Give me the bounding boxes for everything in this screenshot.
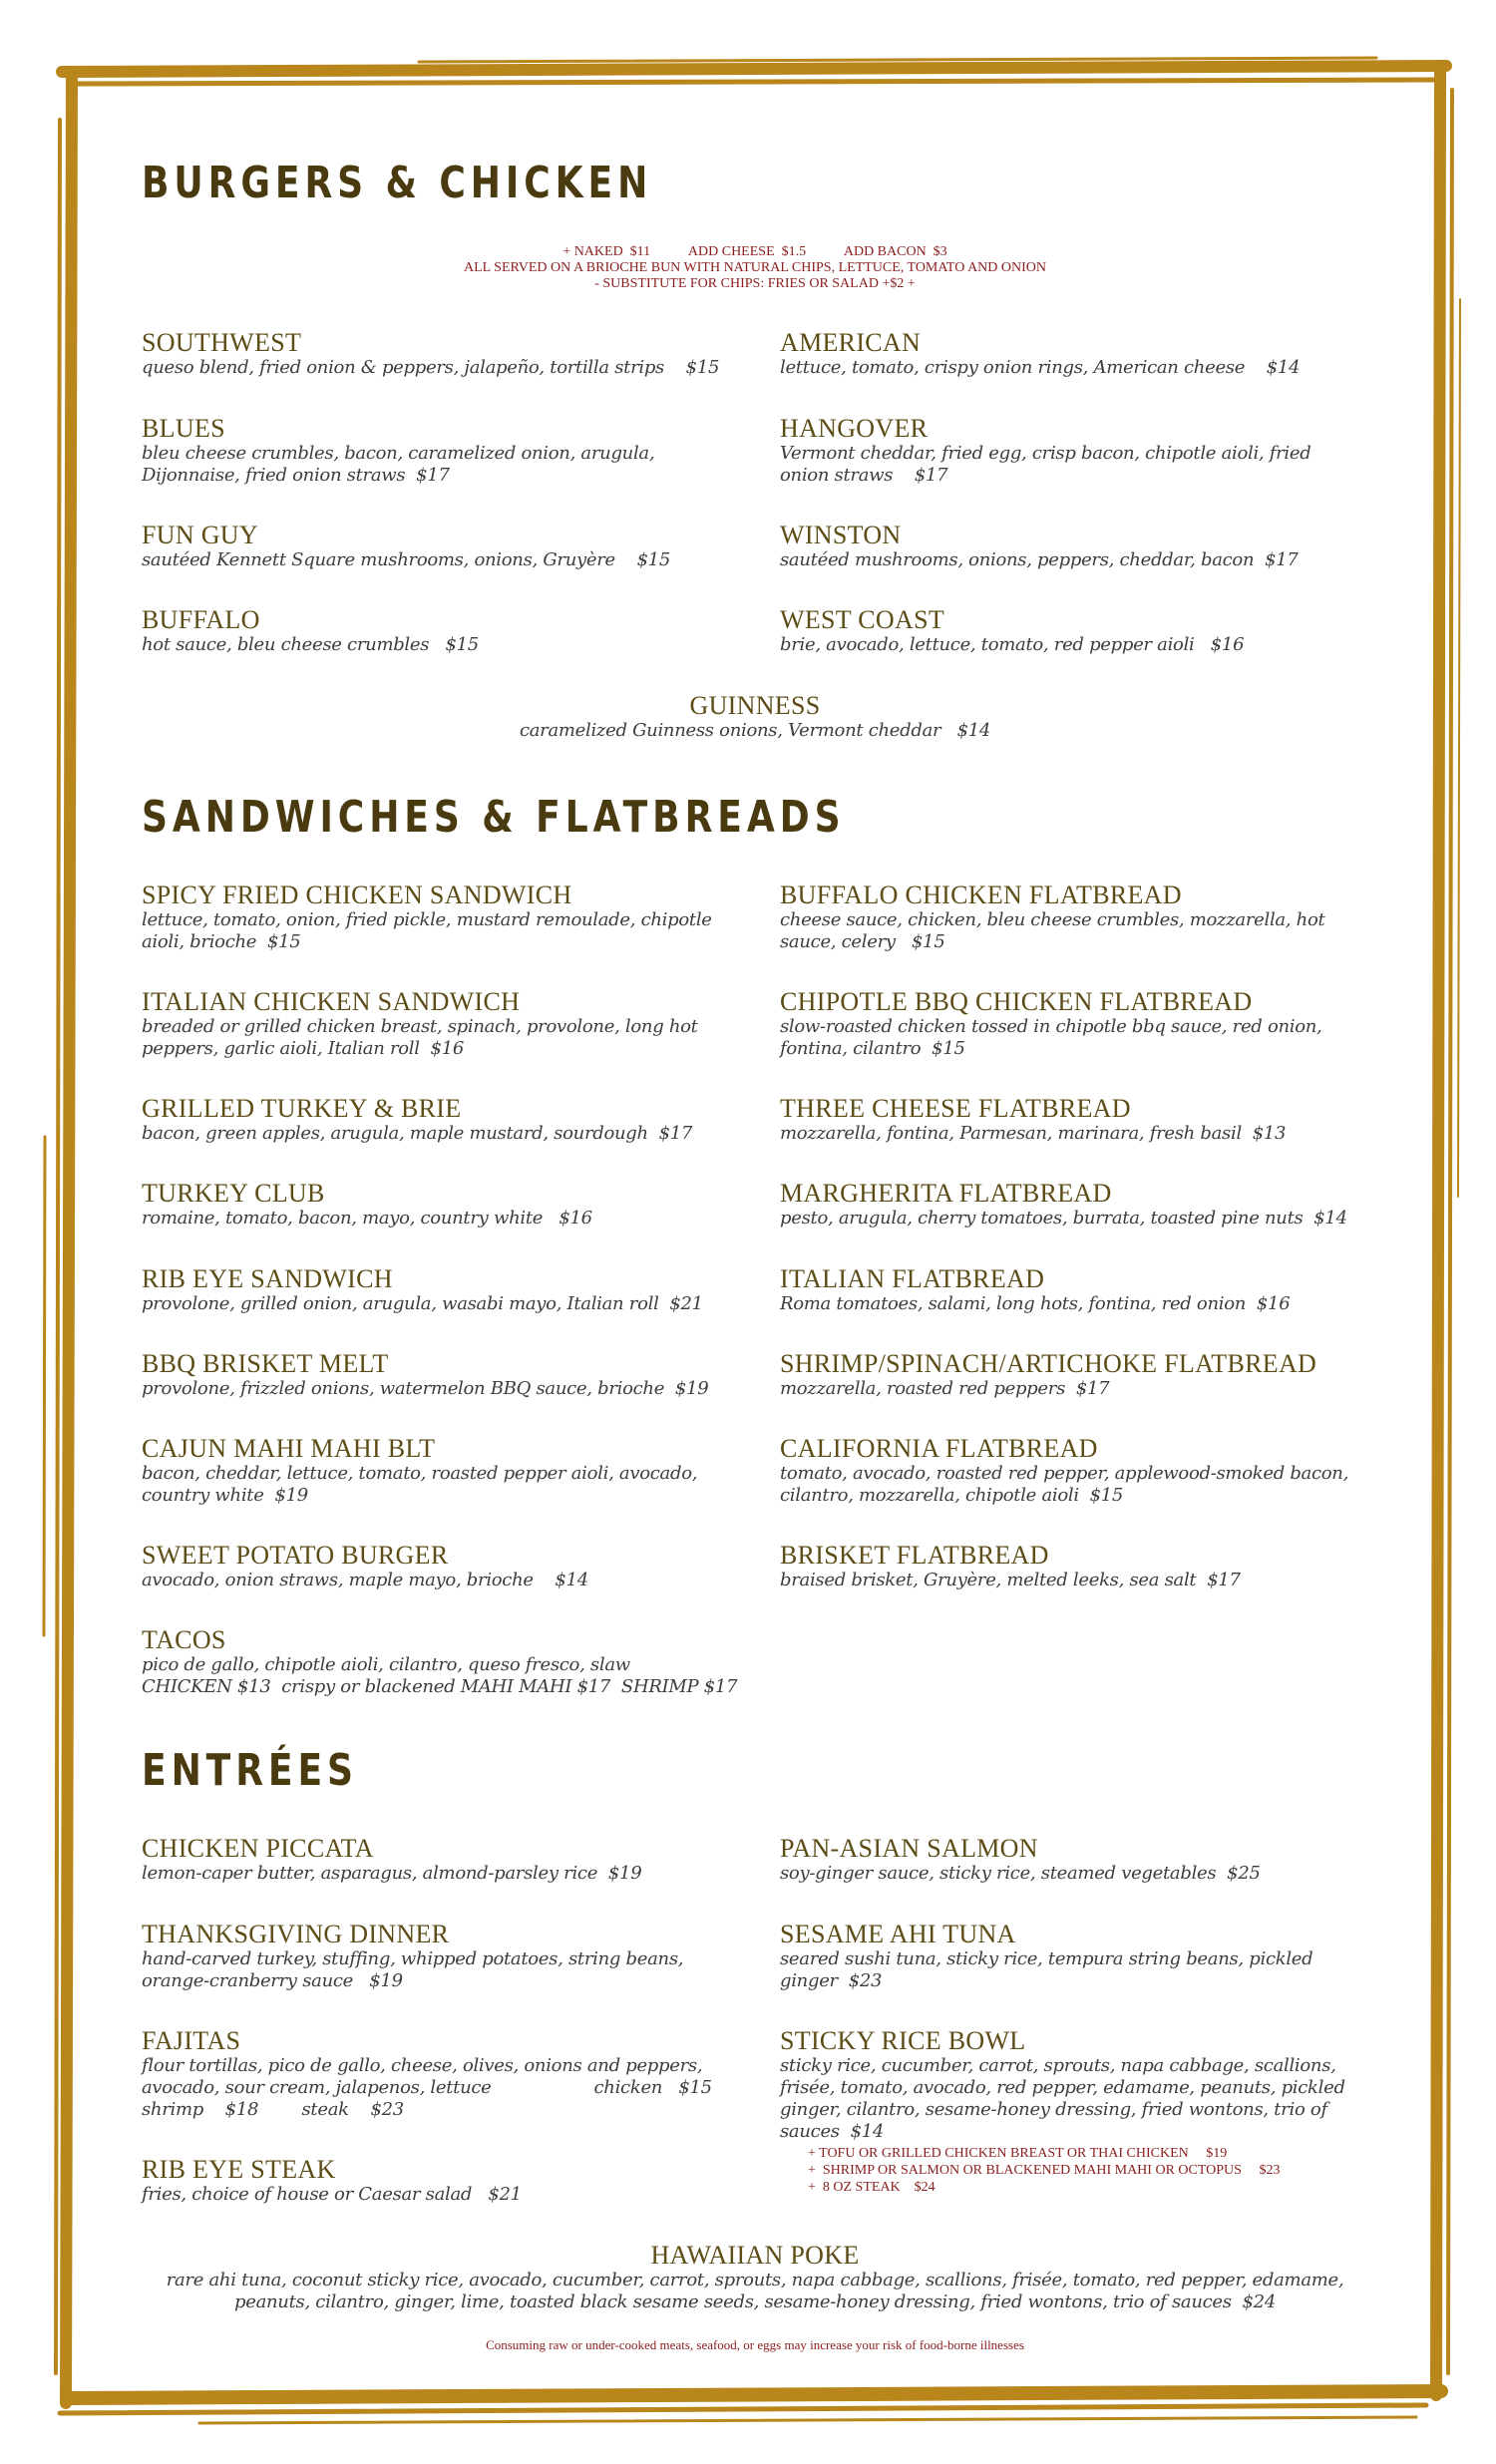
menu-item-thanksgiving-dinner [142, 1921, 730, 1992]
item-description [780, 909, 1368, 953]
item-name: SHRIMP/SPINACH/ARTICHOKE FLATBREAD [780, 1349, 1317, 1378]
description-line: sauce, celery $15 [780, 931, 945, 952]
item-name: WINSTON [780, 521, 902, 549]
item-description [780, 634, 1368, 656]
description-line: breaded or grilled chicken breast, spinach, provolone, long hot [142, 1016, 698, 1037]
burgers-notes [142, 244, 1368, 292]
frame-top-stroke-2 [70, 80, 1436, 84]
menu-item-chicken-piccata [142, 1835, 730, 1885]
description-line: flour tortillas, pico de gallo, cheese, olives, onions and peppers, [142, 2055, 703, 2076]
description-line: bacon, green apples, arugula, maple mustard, sourdough $17 [142, 1123, 693, 1144]
menu-item-blues [142, 415, 730, 487]
item-name: GRILLED TURKEY & BRIE [142, 1094, 462, 1123]
item-name: AMERICAN [780, 328, 922, 357]
description-line: lettuce, tomato, crispy onion rings, American cheese $14 [780, 357, 1301, 378]
menu-item-italian-flatbread [780, 1265, 1368, 1315]
description-line: CHICKEN $13 crispy or blackened MAHI MAHI $17 SHRIMP $17 [142, 1676, 738, 1697]
item-description [142, 720, 1368, 742]
item-name: BRISKET FLATBREAD [780, 1541, 1049, 1570]
description-line: onion straws $17 [780, 465, 948, 486]
description-line: hot sauce, bleu cheese crumbles $15 [142, 634, 479, 655]
menu-item-rib-eye-sandwich [142, 1265, 730, 1315]
frame-right-stroke-2 [1448, 90, 1452, 2373]
menu-item-three-cheese-flatbread [780, 1095, 1368, 1145]
description-line: peanuts, cilantro, ginger, lime, toasted black sesame seeds, sesame-honey dressing, fried wontons, trio of sauces $24 [234, 2291, 1276, 2312]
item-name: BUFFALO [142, 605, 260, 634]
menu-item-california-flatbread [780, 1435, 1368, 1507]
frame-right-stroke [1436, 70, 1440, 2395]
food-safety-disclaimer: Consuming raw or under-cooked meats, seafood, or eggs may increase your risk of food-borne illnesses [486, 2337, 1024, 2352]
item-description [142, 1378, 730, 1400]
item-description [142, 1293, 730, 1315]
description-line: Roma tomatoes, salami, long hots, fontina, red onion $16 [780, 1293, 1291, 1314]
addon-line: + 8 OZ STEAK $24 [808, 2180, 935, 2195]
description-line: seared sushi tuna, sticky rice, tempura string beans, pickled [780, 1948, 1313, 1969]
description-line: Dijonnaise, fried onion straws $17 [142, 465, 450, 486]
description-line: rare ahi tuna, coconut sticky rice, avocado, cucumber, carrot, sprouts, napa cabbage, scallions, frisée, tomato, red pepper, edamame, [166, 2270, 1344, 2290]
menu-item-fajitas [142, 2027, 730, 2121]
burgers-note-line: - SUBSTITUTE FOR CHIPS: FRIES OR SALAD +$2 + [594, 276, 916, 291]
frame-bottom-stroke [70, 2391, 1441, 2398]
item-description [142, 2270, 1368, 2313]
item-name: TURKEY CLUB [142, 1179, 325, 1208]
description-line: lettuce, tomato, onion, fried pickle, mustard remoulade, chipotle [142, 909, 712, 930]
menu-item-brisket-flatbread [780, 1542, 1368, 1591]
description-line: avocado, onion straws, maple mayo, brioche $14 [142, 1570, 588, 1590]
frame-right-stroke-3 [1458, 299, 1460, 1197]
description-line: ginger $23 [780, 1970, 883, 1991]
sandwiches-section-title: SANDWICHES & FLATBREADS [142, 792, 846, 843]
description-line: frisée, tomato, avocado, red pepper, edamame, peanuts, pickled [780, 2077, 1345, 2098]
description-line: fries, choice of house or Caesar salad $21 [142, 2184, 522, 2205]
item-description [142, 1863, 730, 1885]
item-description [142, 2184, 730, 2206]
item-name: THREE CHEESE FLATBREAD [780, 1094, 1131, 1123]
item-name: THANKSGIVING DINNER [142, 1920, 450, 1948]
burgers-section-title: BURGERS & CHICKEN [142, 158, 653, 208]
item-description [142, 1016, 730, 1060]
item-description [780, 1208, 1368, 1230]
item-name: STICKY RICE BOWL [780, 2026, 1026, 2055]
description-line: soy-ginger sauce, sticky rice, steamed vegetables $25 [780, 1863, 1261, 1884]
item-name: WEST COAST [780, 605, 945, 634]
item-description [780, 1378, 1368, 1400]
menu-item-sesame-ahi-tuna [780, 1921, 1368, 1992]
item-description [780, 443, 1368, 487]
item-name: SOUTHWEST [142, 328, 302, 357]
description-line: cilantro, mozzarella, chipotle aioli $15 [780, 1485, 1124, 1506]
item-description [142, 357, 730, 379]
item-description [780, 1463, 1368, 1507]
item-name: PAN-ASIAN SALMON [780, 1834, 1038, 1863]
item-name: RIB EYE SANDWICH [142, 1264, 393, 1293]
item-description [142, 2055, 730, 2121]
item-description [780, 1123, 1368, 1145]
menu-item-tacos [142, 1626, 840, 1698]
menu-item-hawaiian-poke [142, 2242, 1368, 2313]
description-line: peppers, garlic aioli, Italian roll $16 [142, 1038, 465, 1059]
description-line: provolone, frizzled onions, watermelon BBQ sauce, brioche $19 [142, 1378, 709, 1399]
item-name: HANGOVER [780, 414, 929, 443]
item-name: FUN GUY [142, 521, 258, 549]
item-description [142, 1208, 730, 1230]
item-name: RIB EYE STEAK [142, 2155, 336, 2184]
item-name: SPICY FRIED CHICKEN SANDWICH [142, 880, 572, 909]
item-name: ITALIAN CHICKEN SANDWICH [142, 987, 521, 1016]
description-line: sautéed mushrooms, onions, peppers, cheddar, bacon $17 [780, 549, 1299, 570]
sticky-rice-bowl-addons [780, 2145, 1368, 2196]
item-description [780, 1948, 1368, 1992]
item-name: CALIFORNIA FLATBREAD [780, 1434, 1098, 1463]
menu-item-guinness [142, 692, 1368, 742]
description-line: romaine, tomato, bacon, mayo, country white $16 [142, 1208, 592, 1229]
menu-item-sweet-potato-burger [142, 1542, 730, 1591]
menu-item-italian-chicken-sandwich [142, 988, 730, 1060]
description-line: slow-roasted chicken tossed in chipotle bbq sauce, red onion, [780, 1016, 1322, 1037]
item-name: BLUES [142, 414, 225, 443]
item-name: FAJITAS [142, 2026, 241, 2055]
menu-item-spicy-fried-chicken-sandwich [142, 881, 730, 953]
description-line: aioli, brioche $15 [142, 931, 301, 952]
menu-item-rib-eye-steak [142, 2156, 730, 2206]
description-line: sautéed Kennett Square mushrooms, onions, Gruyère $15 [142, 549, 671, 570]
frame-bottom-stroke-3 [199, 2417, 1416, 2423]
item-description [142, 1463, 730, 1507]
item-description [780, 549, 1368, 571]
menu-item-margherita-flatbread [780, 1180, 1368, 1230]
description-line: brie, avocado, lettuce, tomato, red pepper aioli $16 [780, 634, 1245, 655]
menu-item-turkey-club [142, 1180, 730, 1230]
description-line: provolone, grilled onion, arugula, wasabi mayo, Italian roll $21 [142, 1293, 703, 1314]
item-name: SWEET POTATO BURGER [142, 1541, 449, 1570]
frame-top-stroke [62, 66, 1446, 72]
item-name: ITALIAN FLATBREAD [780, 1264, 1045, 1293]
item-name: BUFFALO CHICKEN FLATBREAD [780, 880, 1182, 909]
entrees-section-title: ENTRÉES [142, 1745, 358, 1796]
menu-item-buffalo-chicken-flatbread [780, 881, 1368, 953]
description-line: Vermont cheddar, fried egg, crisp bacon, chipotle aioli, fried [780, 443, 1311, 464]
menu-item-hangover [780, 415, 1368, 487]
menu-item-grilled-turkey-brie [142, 1095, 730, 1145]
frame-left-stroke [66, 74, 72, 2403]
item-name: CAJUN MAHI MAHI BLT [142, 1434, 436, 1463]
description-line: caramelized Guinness onions, Vermont cheddar $14 [519, 720, 991, 741]
menu-item-sticky-rice-bowl [780, 2027, 1368, 2196]
description-line: pesto, arugula, cherry tomatoes, burrata, toasted pine nuts $14 [780, 1208, 1347, 1229]
description-line: pico de gallo, chipotle aioli, cilantro, queso fresco, slaw [142, 1654, 630, 1675]
description-line: orange-cranberry sauce $19 [142, 1970, 403, 1991]
menu-item-southwest [142, 329, 730, 379]
item-description [142, 634, 730, 656]
menu-item-shrimp-spinach-artichoke-flatbread [780, 1350, 1368, 1400]
menu-item-west-coast [780, 606, 1368, 656]
item-name: TACOS [142, 1625, 226, 1654]
description-line: ginger, cilantro, sesame-honey dressing, fried wontons, trio of [780, 2099, 1327, 2120]
item-description [780, 2055, 1368, 2143]
description-line: avocado, sour cream, jalapenos, lettuce chicken $15 [142, 2077, 712, 2098]
addon-line: + SHRIMP OR SALMON OR BLACKENED MAHI MAHI OR OCTOPUS $23 [808, 2163, 1281, 2178]
item-name: BBQ BRISKET MELT [142, 1349, 389, 1378]
item-description [780, 1293, 1368, 1315]
item-description [780, 1016, 1368, 1060]
menu-item-american [780, 329, 1368, 379]
item-description [780, 1863, 1368, 1885]
item-description [142, 1654, 840, 1698]
description-line: shrimp $18 steak $23 [142, 2099, 404, 2120]
item-description [142, 909, 730, 953]
description-line: mozzarella, fontina, Parmesan, marinara, fresh basil $13 [780, 1123, 1287, 1144]
menu-page [142, 130, 1368, 2353]
description-line: queso blend, fried onion & peppers, jalapeño, tortilla strips $15 [142, 357, 720, 378]
burgers-note-line: + NAKED $11 ADD CHEESE $1.5 ADD BACON $3 [562, 244, 947, 259]
item-description [780, 357, 1368, 379]
description-line: lemon-caper butter, asparagus, almond-parsley rice $19 [142, 1863, 642, 1884]
description-line: cheese sauce, chicken, bleu cheese crumbles, mozzarella, hot [780, 909, 1325, 930]
description-line: hand-carved turkey, stuffing, whipped potatoes, string beans, [142, 1948, 684, 1969]
item-name: MARGHERITA FLATBREAD [780, 1179, 1112, 1208]
item-description [142, 1948, 730, 1992]
item-description [142, 549, 730, 571]
menu-item-cajun-mahi-mahi-blt [142, 1435, 730, 1507]
description-line: bacon, cheddar, lettuce, tomato, roasted pepper aioli, avocado, [142, 1463, 698, 1484]
description-line: bleu cheese crumbles, bacon, caramelized onion, arugula, [142, 443, 655, 464]
item-description [142, 443, 730, 487]
addon-line: + TOFU OR GRILLED CHICKEN BREAST OR THAI CHICKEN $19 [808, 2146, 1228, 2161]
description-line: tomato, avocado, roasted red pepper, applewood-smoked bacon, [780, 1463, 1349, 1484]
menu-item-fun-guy [142, 522, 730, 571]
item-name: GUINNESS [689, 691, 821, 720]
menu-item-bbq-brisket-melt [142, 1350, 730, 1400]
menu-item-chipotle-bbq-chicken-flatbread [780, 988, 1368, 1060]
description-line: fontina, cilantro $15 [780, 1038, 965, 1059]
description-line: braised brisket, Gruyère, melted leeks, sea salt $17 [780, 1570, 1241, 1590]
frame-left-stroke-3 [44, 1137, 45, 1635]
menu-item-winston [780, 522, 1368, 571]
description-line: country white $19 [142, 1485, 308, 1506]
item-description [142, 1570, 730, 1591]
item-name: CHICKEN PICCATA [142, 1834, 374, 1863]
frame-left-stroke-2 [56, 120, 60, 2373]
item-name: SESAME AHI TUNA [780, 1920, 1016, 1948]
item-name: HAWAIIAN POKE [650, 2241, 860, 2270]
description-line: mozzarella, roasted red peppers $17 [780, 1378, 1110, 1399]
item-description [780, 1570, 1368, 1591]
item-name: CHIPOTLE BBQ CHICKEN FLATBREAD [780, 987, 1253, 1016]
menu-item-pan-asian-salmon [780, 1835, 1368, 1885]
description-line: sticky rice, cucumber, carrot, sprouts, napa cabbage, scallions, [780, 2055, 1336, 2076]
menu-item-buffalo [142, 606, 730, 656]
frame-bottom-stroke-2 [60, 2405, 1426, 2413]
description-line: sauces $14 [780, 2121, 885, 2142]
item-description [142, 1123, 730, 1145]
burgers-note-line: ALL SERVED ON A BRIOCHE BUN WITH NATURAL CHIPS, LETTUCE, TOMATO AND ONION [463, 260, 1047, 275]
